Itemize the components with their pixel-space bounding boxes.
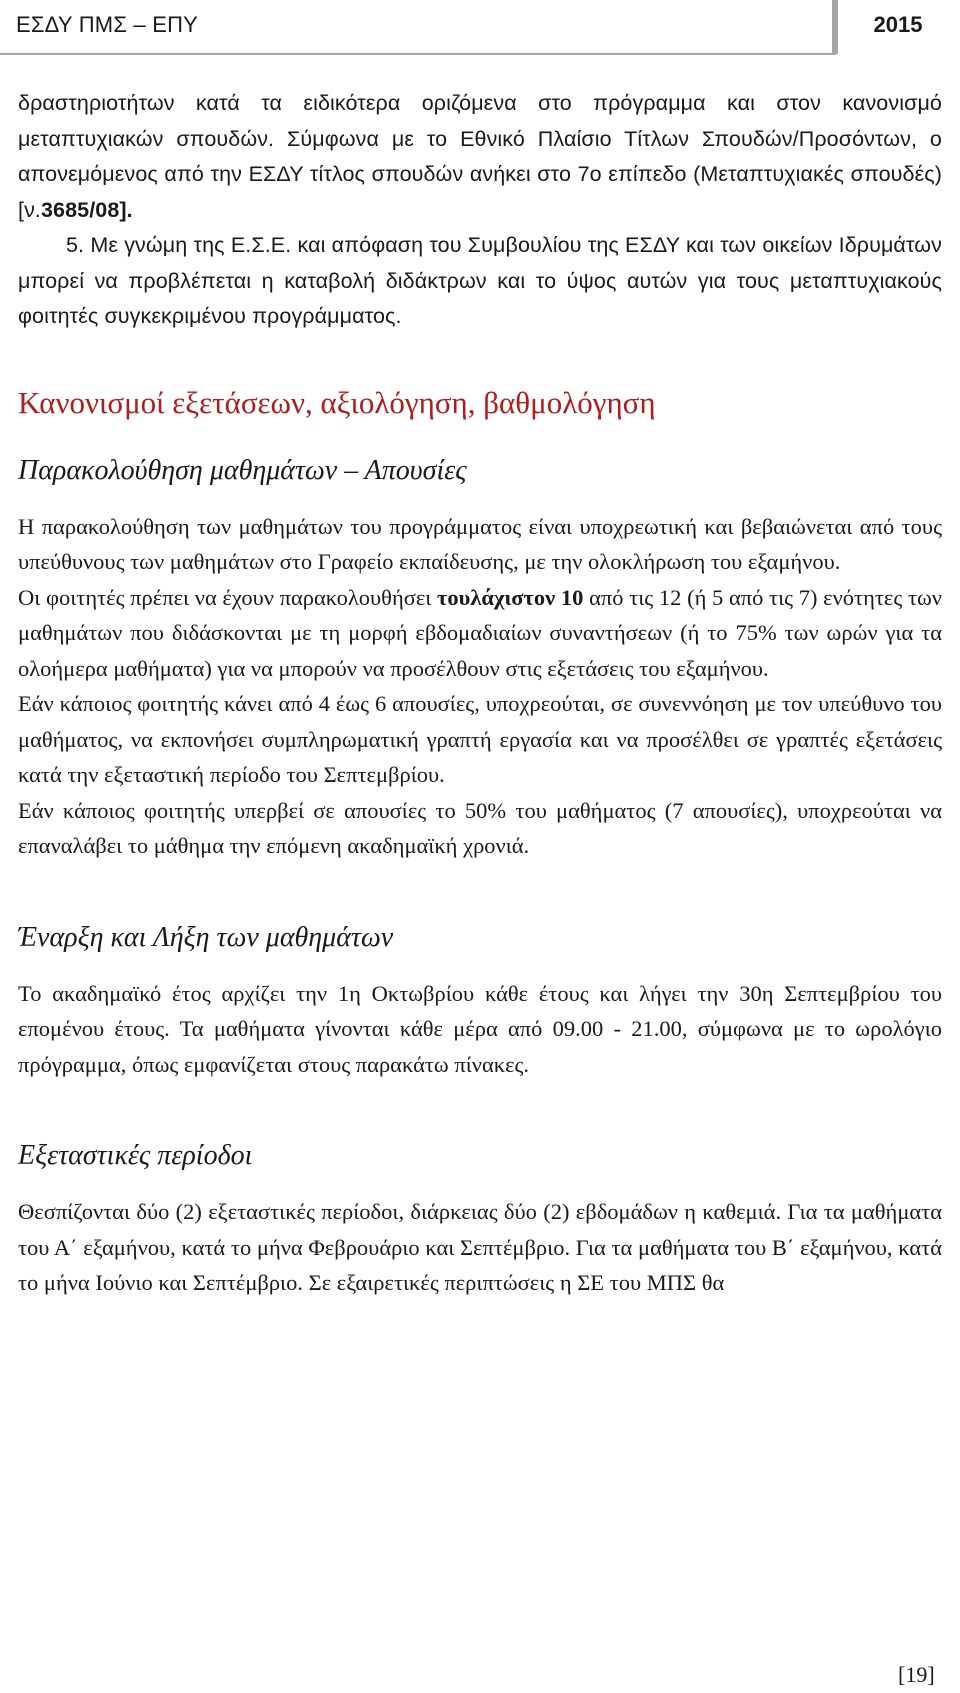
intro-paragraph-1 [18,86,942,228]
attendance-paragraph-2-post: από τις 12 (ή 5 από τις 7) ενότητες των μαθημάτων που διδάσκονται με τη μορφή εβδομαδιαίων συναντήσεων (ή το 75% των ωρών για τα ολοήμερα μαθήματα) για να μπορούν να προσέλθουν στις εξετάσεις του εξαμήνου. [18,584,942,681]
attendance-title: Παρακολούθηση μαθημάτων – Απουσίες [18,454,467,486]
exams-paragraph: Θεσπίζονται δύο (2) εξεταστικές περίοδοι, διάρκειας δύο (2) εβδομάδων η καθεμιά. Για τα μαθήματα του Α΄ εξαμήνου, κατά το μήνα Φεβρουάριο και Σεπτέμβριο. Για τα μαθήματα του Β΄ εξαμήνου, κατά το μήνα Ιούνιο και Σεπτέμβριο. Σε εξαιρετικές περιπτώσεις η ΣΕ του ΜΠΣ θα [18,1199,942,1295]
intro-paragraph-2: 5. Με γνώμη της Ε.Σ.Ε. και απόφαση του Συμβουλίου της ΕΣΔΥ και των οικείων Ιδρυμάτων μπορεί να προβλέπεται η καταβολή διδάκτρων και το ύψος αυτών για τους μεταπτυχιακούς φοιτητές συγκεκριμένου προγράμματος. [18,233,942,328]
attendance-paragraph-2 [18,580,942,687]
page-header [0,0,960,56]
section-title: Κανονισμοί εξετάσεων, αξιολόγηση, βαθμολόγηση [18,384,656,420]
page-content [18,86,942,1301]
attendance-minimum: τουλάχιστον 10 [437,584,584,610]
attendance-paragraph-1: Η παρακολούθηση των μαθημάτων του προγράμματος είναι υποχρεωτική και βεβαιώνεται από τους υπεύθυνους των μαθημάτων στο Γραφείο εκπαίδευσης, με την ολοκλήρωση του εξαμήνου. [18,513,942,574]
header-document-title: ΕΣΔΥ ΠΜΣ – ΕΠΥ [16,12,199,37]
intro-paragraph-1-text: δραστηριοτήτων κατά τα ειδικότερα οριζόμενα στο πρόγραμμα και στον κανονισμό μεταπτυχιακών σπουδών. Σύμφωνα με το Εθνικό Πλαίσιο Τίτλων Σπουδών/Προσόντων, ο απονεμόμενος από την ΕΣΔΥ τίτλος σπουδών ανήκει στο 7ο επίπεδο (Μεταπτυχιακές σπουδές) [ν. [18,91,942,222]
attendance-paragraph-2-pre: Οι φοιτητές πρέπει να έχουν παρακολουθήσει [18,584,438,610]
intro-law-reference: 3685/08]. [41,197,133,222]
attendance-paragraph-4: Εάν κάποιος φοιτητής υπερβεί σε απουσίες το 50% του μαθήματος (7 απουσίες), υποχρεούται να επαναλάβει το μάθημα την επόμενη ακαδημαϊκή χρονιά. [18,797,942,858]
attendance-paragraph-3: Εάν κάποιος φοιτητής κάνει από 4 έως 6 απουσίες, υποχρεούται, σε συνεννόηση με τον υπεύθυνο του μαθήματος, να εκπονήσει συμπληρωματική γραπτή εργασία και να προσέλθει σε γραπτές εξετάσεις κατά την εξεταστική περίοδο του Σεπτεμβρίου. [18,691,942,787]
page-number: [19] [898,1662,935,1687]
header-divider-horizontal [0,53,836,55]
exams-title: Εξεταστικές περίοδοι [18,1140,253,1171]
schedule-paragraph: Το ακαδημαϊκό έτος αρχίζει την 1η Οκτωβρίου κάθε έτους και λήγει την 30η Σεπτεμβρίου του επομένου έτους. Τα μαθήματα γίνονται κάθε μέρα από 09.00 - 21.00, σύμφωνα με το ωρολόγιο πρόγραμμα, όπως εμφανίζεται στους παρακάτω πίνακες. [18,980,942,1077]
header-year: 2015 [873,12,923,37]
schedule-title: Έναρξη και Λήξη των μαθημάτων [18,921,394,953]
